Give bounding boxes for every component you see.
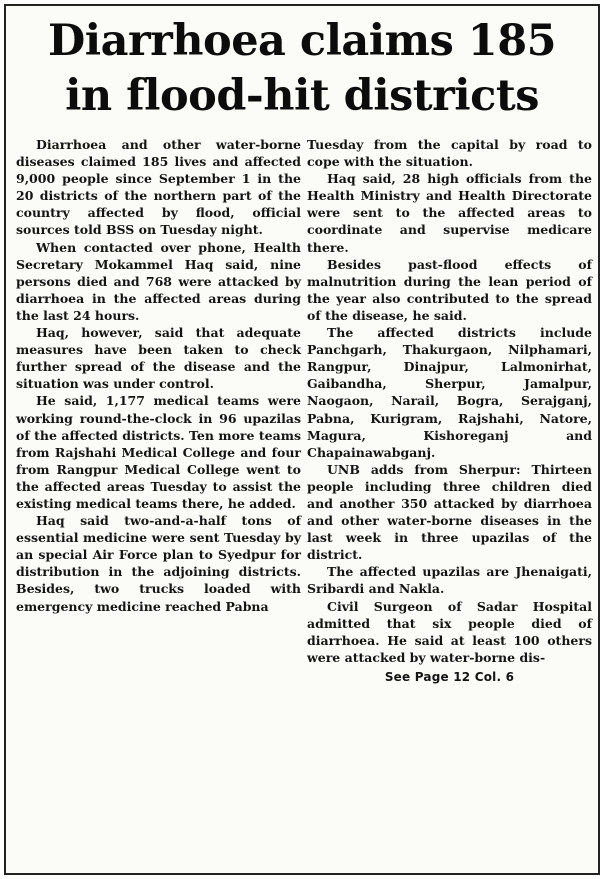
paragraph: Haq said, 28 high officials from the Health Ministry and Health Directorate were sent to the affected areas to coordinate and supervise medicare there. (307, 171, 592, 255)
paragraph-continued: Tuesday from the capital by road to cope with the situation. (307, 137, 592, 170)
paragraph: The affected upazilas are Jhenaigati, Sribardi and Nakla. (307, 564, 592, 597)
paragraph: The affected districts include Panchgarh, Thakurgaon, Nilphamari, Rangpur, Dinajpur, Lalmonirhat, Gaibandha, Sherpur, Jamalpur, Naogaon, Narail, Bogra, Serajganj, Pabna, Kurigram, Rajshahi, Natore, Magura, Kishoreganj and Chapainawabganj. (307, 325, 592, 460)
headline-line-2: in flood-hit districts (65, 71, 539, 121)
newspaper-clipping (4, 4, 600, 875)
paragraph: Civil Surgeon of Sadar Hospital admitted that six people died of diarrhoea. He said at least 100 others were attacked by water-borne dis- (307, 598, 592, 665)
headline-line-1: Diarrhoea claims 185 (47, 16, 557, 66)
headline (6, 14, 598, 124)
paragraph: When contacted over phone, Health Secretary Mokammel Haq said, nine persons died and 768 were attacked by diarrhoea in the affected areas during the last 24 hours. (16, 239, 301, 323)
article-body (16, 136, 592, 686)
paragraph: UNB adds from Sherpur: Thirteen people including three children died and another 350 attacked by diarrhoea and other water-borne diseases in the last week in three upazilas of the district. (307, 461, 592, 563)
paragraph: He said, 1,177 medical teams were working round-the-clock in 96 upazilas of the affected districts. Ten more teams from Rajshahi Medical College and four from Rangpur Medical College went to the affected areas Tuesday to assist the existing medical teams there, he added. (16, 393, 301, 511)
right-column (307, 136, 592, 686)
paragraph: Haq, however, said that adequate measures have been taken to check further spread of the disease and the situation was under control. (16, 325, 301, 392)
paragraph: Besides past-flood effects of malnutrition during the lean period of the year also contributed to the spread of the disease, he said. (307, 256, 592, 323)
paragraph: Haq said two-and-a-half tons of essential medicine were sent Tuesday by an special Air Force plan to Syedpur for distribution in the adjoining districts. Besides, two trucks loaded with emergency medicine reached Pabna (16, 513, 301, 614)
continued-on-page-note: See Page 12 Col. 6 (384, 669, 515, 684)
paragraph: Diarrhoea and other water-borne diseases claimed 185 lives and affected 9,000 people since September 1 in the 20 districts of the northern part of the country affected by flood, official sources told BSS on Tuesday night. (16, 137, 301, 238)
left-column (16, 136, 301, 686)
